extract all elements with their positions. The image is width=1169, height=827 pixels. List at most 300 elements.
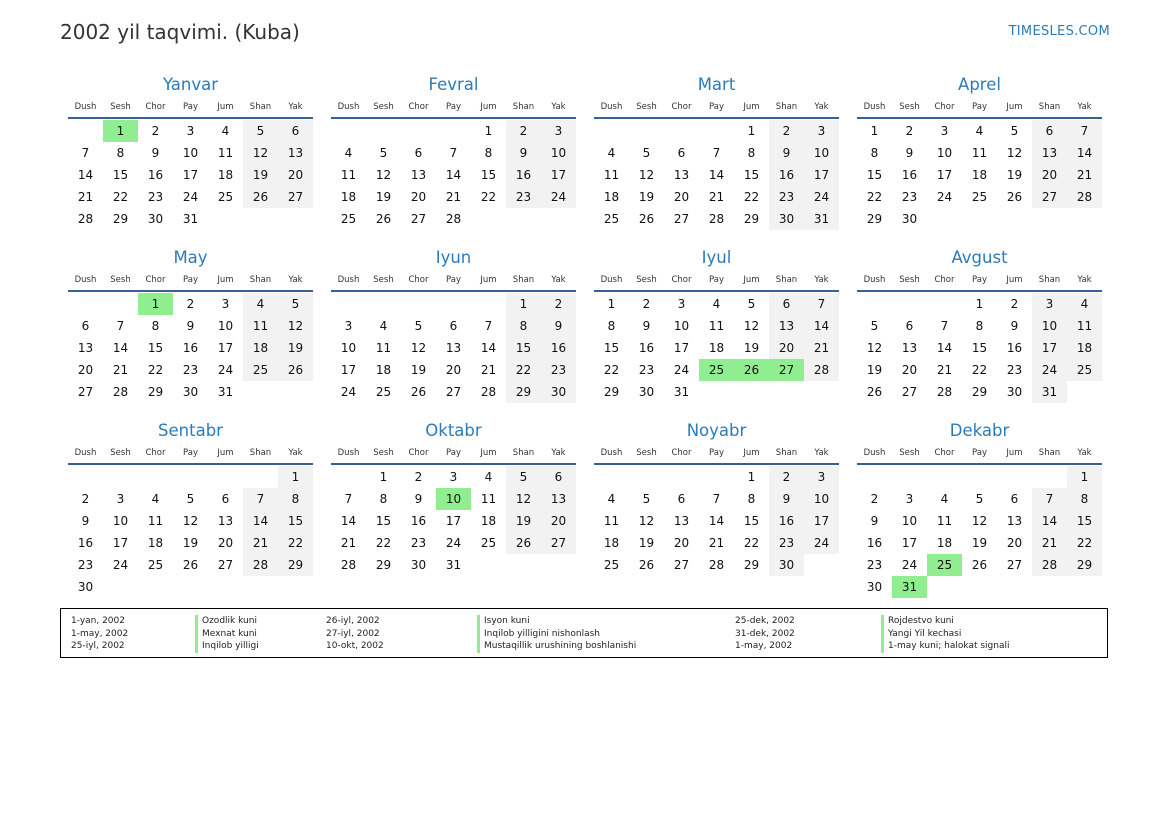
day-cell: 15 <box>375 514 392 528</box>
day-cell: 26 <box>1006 190 1023 204</box>
day-cell: 4 <box>975 124 984 138</box>
month-aprel <box>857 74 1102 239</box>
day-cell: 12 <box>506 488 541 510</box>
empty-cell <box>103 466 138 488</box>
day-cell: 15 <box>603 341 620 355</box>
day-cell: 3 <box>1032 293 1067 315</box>
day-cell: 30 <box>1006 385 1023 399</box>
month-name: Yanvar <box>162 75 219 94</box>
weekday-label: Chor <box>145 448 166 458</box>
month-oktabr <box>331 420 576 585</box>
day-cell: 1 <box>975 297 984 311</box>
day-cell: 7 <box>940 319 949 333</box>
day-cell: 10 <box>936 146 953 160</box>
day-cell: 13 <box>673 168 690 182</box>
empty-cell <box>927 293 962 315</box>
weekday-label: Jum <box>743 448 760 458</box>
day-cell: 13 <box>1006 514 1023 528</box>
day-cell: 19 <box>375 190 392 204</box>
month-may <box>68 247 313 412</box>
weekday-label: Shan <box>775 448 798 458</box>
day-cell: 1 <box>506 293 541 315</box>
day-cell: 26 <box>182 558 199 572</box>
day-cell: 25 <box>603 212 620 226</box>
day-cell: 17 <box>340 363 357 377</box>
day-cell: 12 <box>743 319 760 333</box>
day-cell: 2 <box>769 466 804 488</box>
day-cell: 16 <box>901 168 918 182</box>
weekday-label: Pay <box>972 102 987 112</box>
day-cell: 9 <box>870 514 879 528</box>
weekday-label: Chor <box>671 448 692 458</box>
weekday-label: Yak <box>288 448 303 458</box>
day-cell: 16 <box>866 536 883 550</box>
day-cell: 25 <box>971 190 988 204</box>
day-cell: 25 <box>480 536 497 550</box>
day-cell: 24 <box>112 558 129 572</box>
day-cell: 6 <box>769 293 804 315</box>
weekday-label: Pay <box>183 102 198 112</box>
day-cell: 22 <box>506 359 541 381</box>
day-cell: 13 <box>1032 142 1067 164</box>
day-cell: 30 <box>182 385 199 399</box>
weekday-label: Chor <box>145 102 166 112</box>
day-cell: 2 <box>414 470 423 484</box>
day-cell: 1 <box>484 124 493 138</box>
month-iyun <box>331 247 576 412</box>
day-cell: 16 <box>769 510 804 532</box>
day-cell: 26 <box>638 212 655 226</box>
day-cell: 2 <box>151 124 160 138</box>
day-grid <box>857 293 1102 403</box>
day-cell: 28 <box>480 385 497 399</box>
day-cell: 1 <box>747 470 756 484</box>
day-cell: 23 <box>410 536 427 550</box>
day-cell: 8 <box>278 488 313 510</box>
day-cell: 2 <box>642 297 651 311</box>
day-cell: 7 <box>1067 120 1102 142</box>
weekday-label: Dush <box>74 275 97 285</box>
empty-cell <box>138 466 173 488</box>
empty-cell <box>629 466 664 488</box>
weekday-label: Shan <box>249 448 272 458</box>
day-cell: 13 <box>541 488 576 510</box>
day-cell: 19 <box>243 164 278 186</box>
day-cell: 23 <box>541 359 576 381</box>
day-cell: 28 <box>1032 554 1067 576</box>
day-cell: 29 <box>743 558 760 572</box>
day-cell: 2 <box>870 492 879 506</box>
day-cell: 29 <box>147 385 164 399</box>
weekday-label: Sesh <box>636 102 657 112</box>
day-cell: 18 <box>147 536 164 550</box>
day-cell: 6 <box>221 492 230 506</box>
empty-cell <box>366 293 401 315</box>
weekday-label: Pay <box>709 102 724 112</box>
day-cell: 22 <box>375 536 392 550</box>
day-cell: 27 <box>673 212 690 226</box>
day-grid <box>331 120 576 230</box>
day-cell: 14 <box>708 514 725 528</box>
empty-cell <box>401 120 436 142</box>
weekday-label: Pay <box>972 275 987 285</box>
day-cell: 6 <box>278 120 313 142</box>
weekday-label: Yak <box>288 102 303 112</box>
day-cell: 13 <box>769 315 804 337</box>
legend-dates-column <box>71 615 128 653</box>
empty-cell <box>664 466 699 488</box>
day-cell: 23 <box>769 186 804 208</box>
day-cell: 26 <box>971 558 988 572</box>
weekday-label: Jum <box>480 448 497 458</box>
day-cell: 5 <box>278 293 313 315</box>
empty-cell <box>997 466 1032 488</box>
legend-holiday-name: Inqilob yilligi <box>195 640 259 653</box>
weekday-label: Chor <box>408 275 429 285</box>
day-cell: 16 <box>1006 341 1023 355</box>
day-cell: 5 <box>379 146 388 160</box>
weekday-label: Jum <box>217 102 234 112</box>
weekday-label: Chor <box>145 275 166 285</box>
day-cell: 10 <box>340 341 357 355</box>
weekday-label: Sesh <box>373 102 394 112</box>
day-cell: 21 <box>1067 164 1102 186</box>
day-cell: 23 <box>147 190 164 204</box>
day-cell: 3 <box>186 124 195 138</box>
day-cell: 21 <box>708 190 725 204</box>
holiday-day-cell: 26 <box>734 359 769 381</box>
weekday-label: Sesh <box>636 448 657 458</box>
day-cell: 7 <box>804 293 839 315</box>
day-cell: 7 <box>712 146 721 160</box>
weekday-label: Shan <box>1038 102 1061 112</box>
day-cell: 14 <box>1067 142 1102 164</box>
legend-dates-column <box>735 615 795 653</box>
day-cell: 31 <box>804 208 839 230</box>
day-cell: 23 <box>638 363 655 377</box>
day-cell: 18 <box>936 536 953 550</box>
weekday-label: Shan <box>512 102 535 112</box>
month-sentabr <box>68 420 313 594</box>
day-cell: 15 <box>480 168 497 182</box>
day-cell: 11 <box>217 146 234 160</box>
weekday-label: Jum <box>743 102 760 112</box>
month-name: Sentabr <box>158 421 223 440</box>
legend-holiday-name: Mexnat kuni <box>195 628 259 641</box>
weekday-label: Dush <box>600 275 623 285</box>
empty-cell <box>962 466 997 488</box>
month-dekabr <box>857 420 1102 594</box>
day-cell: 26 <box>638 558 655 572</box>
day-cell: 6 <box>1032 120 1067 142</box>
day-cell: 8 <box>747 146 756 160</box>
day-cell: 17 <box>217 341 234 355</box>
day-cell: 19 <box>866 363 883 377</box>
day-cell: 24 <box>673 363 690 377</box>
day-cell: 14 <box>936 341 953 355</box>
day-cell: 23 <box>1006 363 1023 377</box>
day-cell: 15 <box>112 168 129 182</box>
day-cell: 12 <box>638 168 655 182</box>
holiday-day-cell: 25 <box>927 554 962 576</box>
day-grid <box>68 293 313 403</box>
day-cell: 27 <box>217 558 234 572</box>
day-cell: 12 <box>243 142 278 164</box>
day-cell: 24 <box>804 186 839 208</box>
day-cell: 15 <box>1067 510 1102 532</box>
weekday-label: Yak <box>288 275 303 285</box>
day-cell: 6 <box>677 492 686 506</box>
legend-date: 31-dek, 2002 <box>735 628 795 639</box>
holiday-day-cell: 1 <box>138 293 173 315</box>
day-cell: 8 <box>607 319 616 333</box>
day-cell: 22 <box>147 363 164 377</box>
day-cell: 22 <box>743 536 760 550</box>
day-cell: 4 <box>1067 293 1102 315</box>
weekday-label: Pay <box>972 448 987 458</box>
weekday-label: Chor <box>408 102 429 112</box>
day-cell: 16 <box>147 168 164 182</box>
day-cell: 29 <box>112 212 129 226</box>
day-cell: 23 <box>901 190 918 204</box>
day-cell: 10 <box>804 142 839 164</box>
day-cell: 7 <box>243 488 278 510</box>
weekday-label: Chor <box>934 275 955 285</box>
day-cell: 19 <box>638 536 655 550</box>
month-avgust <box>857 247 1102 412</box>
day-grid <box>68 466 313 598</box>
day-cell: 28 <box>1067 186 1102 208</box>
day-cell: 11 <box>708 319 725 333</box>
weekday-label: Sesh <box>373 448 394 458</box>
day-cell: 17 <box>182 168 199 182</box>
day-grid <box>331 466 576 576</box>
day-cell: 26 <box>375 212 392 226</box>
weekday-label: Sesh <box>636 275 657 285</box>
day-cell: 24 <box>340 385 357 399</box>
empty-cell <box>436 120 471 142</box>
weekday-label: Dush <box>863 275 886 285</box>
legend-date: 25-iyl, 2002 <box>71 641 125 651</box>
day-cell: 27 <box>77 385 94 399</box>
empty-cell <box>401 293 436 315</box>
weekday-label: Shan <box>512 448 535 458</box>
day-cell: 8 <box>747 492 756 506</box>
day-cell: 4 <box>344 146 353 160</box>
day-cell: 3 <box>449 470 458 484</box>
day-cell: 6 <box>449 319 458 333</box>
day-cell: 30 <box>866 580 883 594</box>
legend-date: 27-iyl, 2002 <box>326 628 380 639</box>
day-cell: 17 <box>112 536 129 550</box>
day-cell: 12 <box>866 341 883 355</box>
day-cell: 15 <box>971 341 988 355</box>
day-cell: 14 <box>1032 510 1067 532</box>
legend-names-column <box>881 615 1010 653</box>
weekday-label: Yak <box>814 102 829 112</box>
day-cell: 19 <box>743 341 760 355</box>
day-cell: 2 <box>81 492 90 506</box>
day-cell: 27 <box>673 558 690 572</box>
day-cell: 5 <box>186 492 195 506</box>
day-cell: 12 <box>1006 146 1023 160</box>
weekday-label: Jum <box>217 448 234 458</box>
day-cell: 5 <box>642 146 651 160</box>
day-cell: 3 <box>221 297 230 311</box>
day-grid <box>594 120 839 230</box>
day-cell: 29 <box>375 558 392 572</box>
day-cell: 11 <box>971 146 988 160</box>
day-grid <box>594 466 839 576</box>
day-cell: 8 <box>1067 488 1102 510</box>
day-cell: 20 <box>673 190 690 204</box>
day-cell: 17 <box>901 536 918 550</box>
empty-cell <box>68 293 103 315</box>
day-cell: 24 <box>182 190 199 204</box>
day-cell: 4 <box>379 319 388 333</box>
empty-cell <box>892 293 927 315</box>
day-cell: 4 <box>712 297 721 311</box>
weekday-header <box>68 445 313 465</box>
weekday-label: Jum <box>1006 448 1023 458</box>
day-cell: 2 <box>1010 297 1019 311</box>
day-cell: 18 <box>1067 337 1102 359</box>
day-cell: 22 <box>866 190 883 204</box>
day-cell: 7 <box>1032 488 1067 510</box>
day-cell: 16 <box>77 536 94 550</box>
day-cell: 13 <box>217 514 234 528</box>
day-cell: 31 <box>673 385 690 399</box>
weekday-header <box>857 445 1102 465</box>
day-cell: 27 <box>1032 186 1067 208</box>
day-cell: 31 <box>1032 381 1067 403</box>
day-cell: 3 <box>116 492 125 506</box>
day-cell: 4 <box>607 492 616 506</box>
day-cell: 3 <box>940 124 949 138</box>
day-cell: 3 <box>905 492 914 506</box>
legend-holiday-name: 1-may kuni; halokat signali <box>881 640 1010 653</box>
day-cell: 11 <box>147 514 164 528</box>
site-link[interactable]: TIMESLES.COM <box>1008 24 1110 39</box>
day-cell: 24 <box>936 190 953 204</box>
day-cell: 10 <box>217 319 234 333</box>
day-cell: 21 <box>340 536 357 550</box>
legend-date: 1-may, 2002 <box>71 628 129 639</box>
day-cell: 4 <box>151 492 160 506</box>
day-cell: 14 <box>804 315 839 337</box>
empty-cell <box>664 120 699 142</box>
empty-cell <box>331 120 366 142</box>
weekday-label: Chor <box>671 102 692 112</box>
empty-cell <box>331 293 366 315</box>
day-cell: 21 <box>480 363 497 377</box>
day-cell: 3 <box>677 297 686 311</box>
month-fevral <box>331 74 576 239</box>
month-name: Iyul <box>701 248 732 267</box>
day-cell: 27 <box>410 212 427 226</box>
month-name: Avgust <box>951 248 1008 267</box>
weekday-header <box>857 272 1102 292</box>
weekday-label: Dush <box>337 448 360 458</box>
day-cell: 20 <box>410 190 427 204</box>
day-cell: 7 <box>712 492 721 506</box>
weekday-label: Dush <box>863 448 886 458</box>
day-cell: 17 <box>673 341 690 355</box>
legend-dates-column <box>326 615 384 653</box>
day-cell: 20 <box>217 536 234 550</box>
day-cell: 22 <box>1067 532 1102 554</box>
weekday-label: Yak <box>551 275 566 285</box>
day-cell: 25 <box>217 190 234 204</box>
day-cell: 13 <box>673 514 690 528</box>
day-cell: 9 <box>1010 319 1019 333</box>
weekday-label: Sesh <box>899 102 920 112</box>
weekday-label: Shan <box>775 275 798 285</box>
holiday-legend <box>60 608 1108 658</box>
day-cell: 12 <box>410 341 427 355</box>
day-cell: 30 <box>638 385 655 399</box>
empty-cell <box>629 120 664 142</box>
day-cell: 20 <box>445 363 462 377</box>
month-name: Dekabr <box>949 421 1010 440</box>
day-cell: 27 <box>1006 558 1023 572</box>
weekday-label: Sesh <box>110 102 131 112</box>
day-cell: 24 <box>541 186 576 208</box>
legend-holiday-name: Isyon kuni <box>477 615 636 628</box>
day-cell: 11 <box>1067 315 1102 337</box>
day-cell: 20 <box>1006 536 1023 550</box>
holiday-day-cell: 31 <box>892 576 927 598</box>
day-cell: 9 <box>81 514 90 528</box>
day-cell: 15 <box>147 341 164 355</box>
day-cell: 19 <box>278 337 313 359</box>
empty-cell <box>331 466 366 488</box>
day-cell: 24 <box>445 536 462 550</box>
month-name: Fevral <box>428 75 479 94</box>
legend-names-column <box>195 615 259 653</box>
weekday-label: Pay <box>709 448 724 458</box>
weekday-header <box>331 99 576 119</box>
empty-cell <box>892 466 927 488</box>
day-cell: 3 <box>804 466 839 488</box>
weekday-label: Shan <box>249 102 272 112</box>
day-cell: 2 <box>905 124 914 138</box>
day-grid <box>331 293 576 403</box>
day-cell: 11 <box>340 168 357 182</box>
month-name: Oktabr <box>425 421 482 440</box>
day-cell: 5 <box>1010 124 1019 138</box>
day-cell: 10 <box>901 514 918 528</box>
weekday-label: Dush <box>74 448 97 458</box>
holiday-day-cell: 1 <box>103 120 138 142</box>
day-cell: 3 <box>344 319 353 333</box>
day-cell: 18 <box>971 168 988 182</box>
weekday-label: Chor <box>408 448 429 458</box>
empty-cell <box>243 466 278 488</box>
day-cell: 22 <box>743 190 760 204</box>
day-cell: 17 <box>936 168 953 182</box>
day-cell: 16 <box>769 164 804 186</box>
empty-cell <box>173 466 208 488</box>
day-cell: 10 <box>1032 315 1067 337</box>
day-cell: 25 <box>147 558 164 572</box>
day-cell: 22 <box>971 363 988 377</box>
day-cell: 2 <box>506 120 541 142</box>
day-cell: 5 <box>975 492 984 506</box>
day-cell: 25 <box>603 558 620 572</box>
day-cell: 20 <box>1032 164 1067 186</box>
weekday-label: Jum <box>1006 102 1023 112</box>
